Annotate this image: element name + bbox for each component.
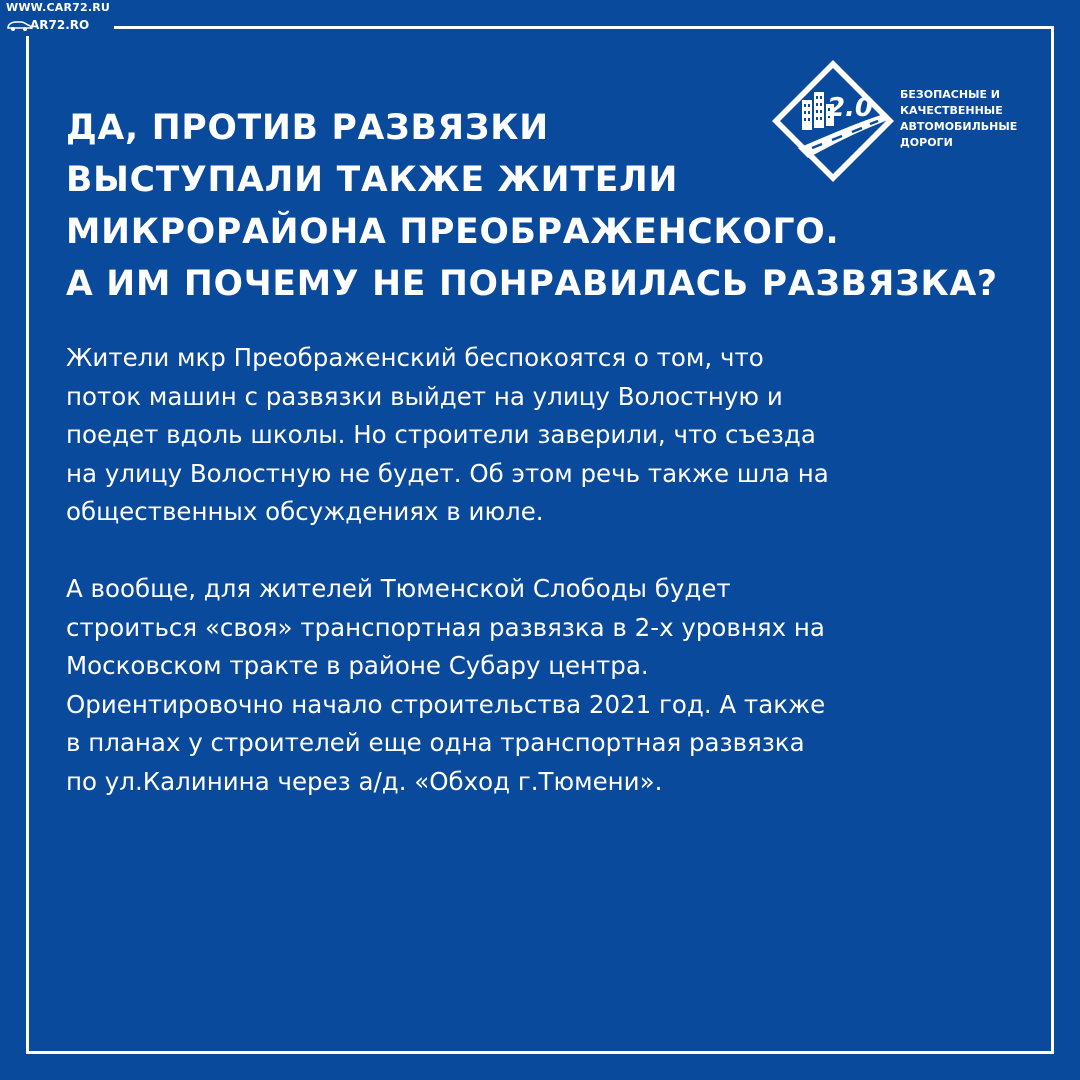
paragraph-line: общественных обсуждениях в июле. [66, 497, 544, 526]
headline-line: А ИМ ПОЧЕМУ НЕ ПОНРАВИЛАСЬ РАЗВЯЗКА? [66, 264, 998, 304]
paragraph-line: А вообще, для жителей Тюменской Слободы будет [66, 574, 731, 603]
headline-line: МИКРОРАЙОНА ПРЕОБРАЖЕНСКОГО. [66, 212, 840, 252]
paragraph-line: Московском тракте в районе Субару центра. [66, 651, 649, 680]
paragraph-line: в планах у строителей еще одна транспортная развязка [66, 728, 805, 757]
paragraph-line: по ул.Калинина через а/д. «Обход г.Тюмени». [66, 766, 663, 796]
logo-line: БЕЗОПАСНЫЕ И [900, 88, 1001, 101]
paragraph-line: на улицу Волостную не будет. Об этом речь также шла на [66, 458, 829, 488]
body-paragraph-2 [66, 570, 1026, 801]
logo-line: ДОРОГИ [900, 136, 953, 149]
site-watermark [4, 0, 114, 36]
car-icon [6, 18, 32, 32]
paragraph-line: Ориентировочно начало строительства 2021 год. А также [66, 689, 826, 719]
page-headline [66, 102, 1056, 310]
paragraph-line: строиться «своя» транспортная развязка в 2-х уровнях на [66, 612, 825, 642]
logo-badge-text: 2.0 [826, 93, 874, 123]
watermark-logo-text: AR72.RO [30, 18, 90, 32]
paragraph-line: поедет вдоль школы. Но строители заверили, что съезда [66, 420, 816, 449]
body-paragraph-1 [66, 339, 1026, 532]
paragraph-line: поток машин с развязки выйдет на улицу Волостную и [66, 381, 783, 411]
logo-line: КАЧЕСТВЕННЫЕ [900, 104, 1003, 117]
logo-line: АВТОМОБИЛЬНЫЕ [900, 120, 1018, 133]
paragraph-line: Жители мкр Преображенский беспокоятся о том, что [66, 343, 764, 372]
watermark-url: WWW.CAR72.RU [6, 1, 111, 14]
headline-line: ВЫСТУПАЛИ ТАКЖЕ ЖИТЕЛИ [66, 160, 679, 200]
headline-line: ДА, ПРОТИВ РАЗВЯЗКИ [66, 108, 549, 148]
watermark-logo [6, 18, 110, 32]
